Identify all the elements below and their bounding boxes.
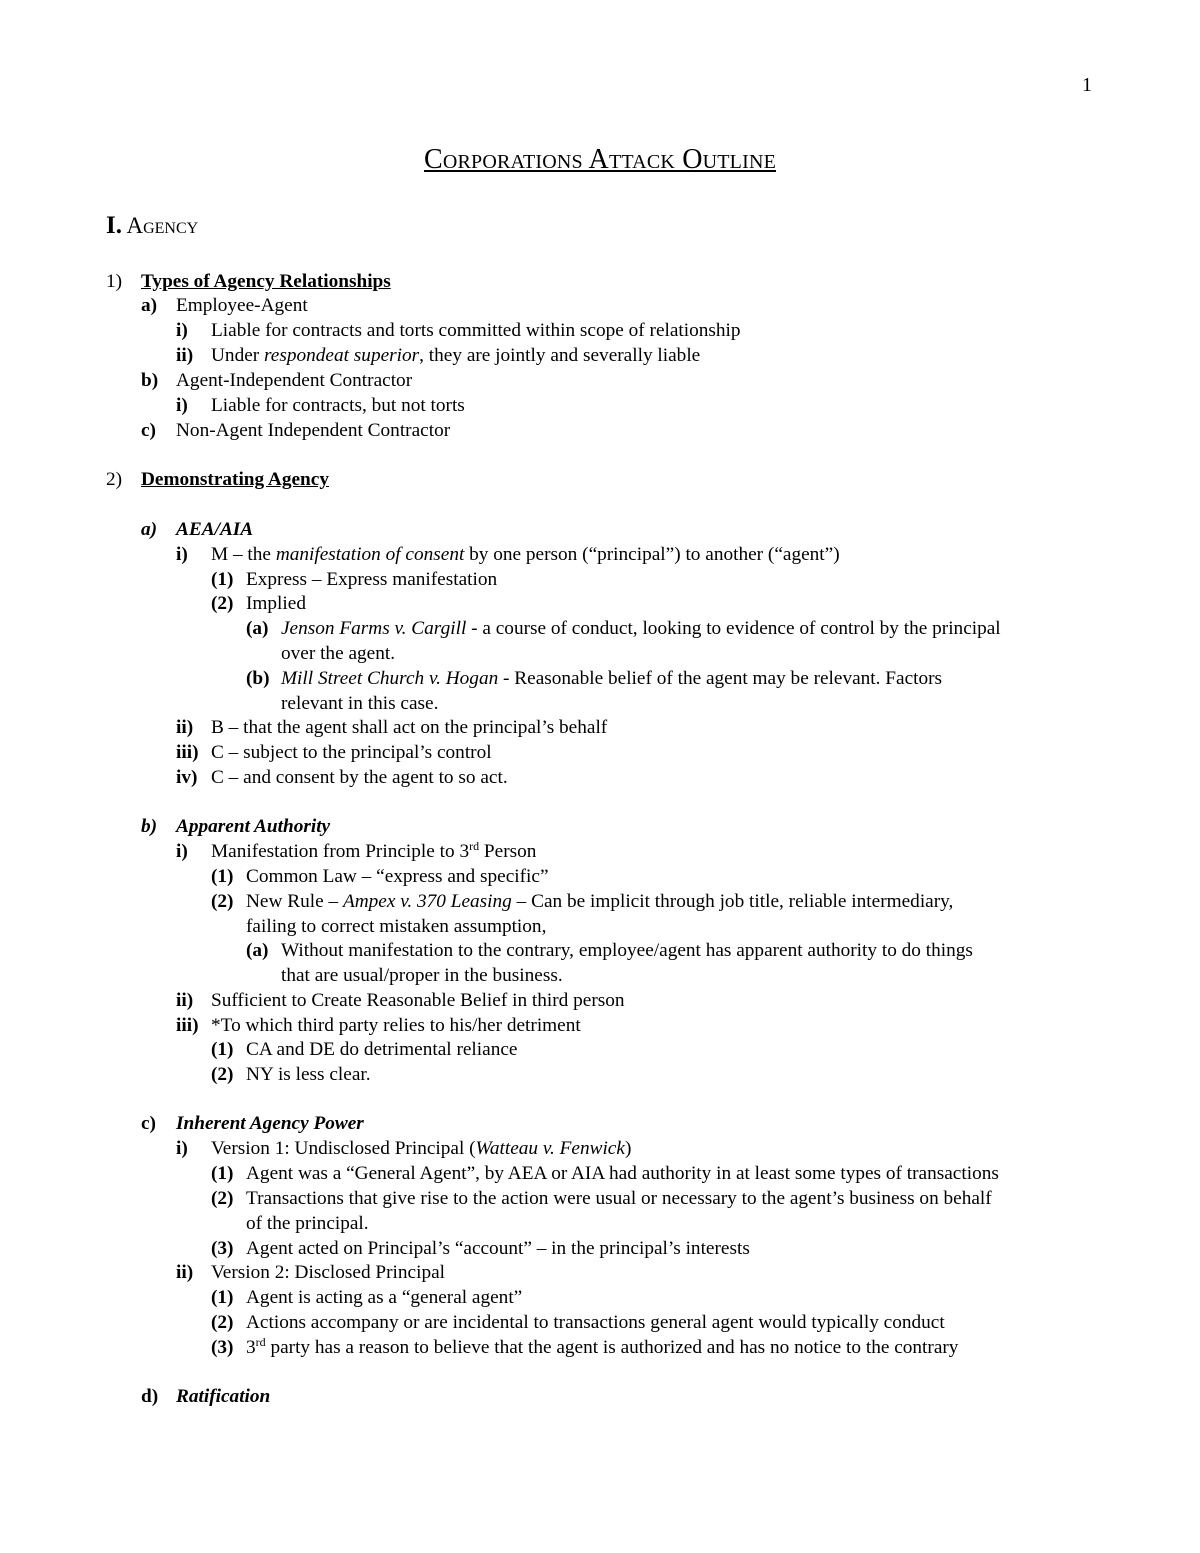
outline-item <box>211 1336 958 1360</box>
item-text: Person <box>479 841 537 862</box>
item-marker: 1) <box>106 271 123 292</box>
item-marker: c) <box>141 1113 156 1134</box>
outline-item <box>176 1261 445 1285</box>
case-name: Ampex v. 370 Leasing <box>342 891 512 912</box>
item-marker: (1) <box>211 569 234 590</box>
item-heading: AEA/AIA <box>176 519 254 540</box>
item-text: Without manifestation to the contrary, employee/agent has apparent authority to do things <box>281 940 973 961</box>
item-marker: (2) <box>211 1064 234 1085</box>
outline-item <box>211 1162 999 1186</box>
item-marker: c) <box>141 420 156 441</box>
item-text: party has a reason to believe that the agent is authorized and has no notice to the contrary <box>265 1337 959 1358</box>
item-text: Agent acted on Principal’s “account” – in the principal’s interests <box>246 1238 750 1259</box>
item-text: Non-Agent Independent Contractor <box>176 420 451 441</box>
item-text: – Can be implicit through job title, reliable intermediary, <box>511 891 954 912</box>
item-text: Version 2: Disclosed Principal <box>211 1262 446 1283</box>
outline-item <box>176 543 840 567</box>
item-heading: Apparent Authority <box>176 816 331 837</box>
outline-item <box>176 319 741 343</box>
outline-item <box>211 1187 992 1211</box>
outline-item <box>246 617 1001 641</box>
subsection-heading: Types of Agency Relationships <box>141 271 391 292</box>
item-heading: Inherent Agency Power <box>176 1113 364 1134</box>
outline-item <box>176 394 465 418</box>
item-text: C – subject to the principal’s control <box>211 742 492 763</box>
item-marker: (2) <box>211 1312 234 1333</box>
item-marker: (2) <box>211 1188 234 1209</box>
item-marker: a) <box>141 295 158 316</box>
item-marker: ii) <box>176 1262 194 1283</box>
outline-item <box>211 890 953 914</box>
outline-item <box>211 1038 517 1062</box>
item-text: Manifestation from Principle to 3 <box>211 841 470 862</box>
outline-item <box>246 939 973 963</box>
item-marker: i) <box>176 544 188 565</box>
outline-item <box>211 1311 945 1335</box>
item-text: ) <box>624 1138 632 1159</box>
item-marker: (1) <box>211 1163 234 1184</box>
item-marker: iii) <box>176 742 199 763</box>
item-marker: (3) <box>211 1337 234 1358</box>
outline-item <box>141 419 450 443</box>
outline-item <box>141 294 308 318</box>
item-marker: 2) <box>106 469 123 490</box>
item-heading: Ratification <box>176 1386 271 1407</box>
item-text: , they are jointly and severally liable <box>419 345 701 366</box>
item-text: Liable for contracts and torts committed within scope of relationship <box>211 320 741 341</box>
item-text-italic: manifestation of consent <box>275 544 470 565</box>
item-marker: d) <box>141 1386 159 1407</box>
item-text: C – and consent by the agent to so act. <box>211 767 508 788</box>
case-name: Mill Street Church v. Hogan <box>281 668 499 689</box>
section-numeral: I. <box>106 212 122 239</box>
item-marker: (3) <box>211 1238 234 1259</box>
superscript: rd <box>469 839 480 853</box>
item-marker: i) <box>176 320 188 341</box>
case-name: Watteau v. Fenwick <box>475 1138 625 1159</box>
item-marker: a) <box>141 519 158 540</box>
outline-item <box>176 1137 631 1161</box>
item-marker: ii) <box>176 345 194 366</box>
outline-item <box>211 865 549 889</box>
item-marker: iii) <box>176 1015 199 1036</box>
item-text: Agent is acting as a “general agent” <box>246 1287 523 1308</box>
item-marker: i) <box>176 1138 188 1159</box>
outline-item <box>211 1237 750 1261</box>
item-marker: (a) <box>246 940 269 961</box>
item-text: Express – Express manifestation <box>246 569 498 590</box>
item-text: Sufficient to Create Reasonable Belief in third person <box>211 990 625 1011</box>
item-text: Agent was a “General Agent”, by AEA or AIA had authority in at least some types of transactions <box>246 1163 999 1184</box>
item-text: Actions accompany or are incidental to transactions general agent would typically conduct <box>246 1312 945 1333</box>
outline-item <box>141 518 253 542</box>
section-title: Agency <box>126 213 199 238</box>
document-title: Corporations Attack Outline <box>423 144 777 175</box>
case-name: Jenson Farms v. Cargill <box>281 618 467 639</box>
outline-item <box>211 568 497 592</box>
superscript: rd <box>255 1335 266 1349</box>
outline-item <box>141 369 412 393</box>
item-marker: (a) <box>246 618 269 639</box>
item-text: New Rule – <box>246 891 343 912</box>
item-marker: ii) <box>176 990 194 1011</box>
item-text: *To which third party relies to his/her detriment <box>211 1015 581 1036</box>
outline-item <box>211 1063 371 1087</box>
item-marker: (2) <box>211 891 234 912</box>
item-text: NY is less clear. <box>246 1064 371 1085</box>
item-text: - a course of conduct, looking to evidence of control by the principal <box>466 618 1001 639</box>
item-text: Common Law – “express and specific” <box>246 866 549 887</box>
item-marker: (1) <box>211 866 234 887</box>
item-marker: i) <box>176 395 188 416</box>
outline-item <box>141 1385 270 1409</box>
item-text: Version 1: Undisclosed Principal ( <box>211 1138 476 1159</box>
outline-item <box>141 815 330 839</box>
outline-item <box>211 592 306 616</box>
item-text: Employee-Agent <box>176 295 308 316</box>
item-continuation: failing to correct mistaken assumption, <box>246 916 547 937</box>
item-continuation: that are usual/proper in the business. <box>281 965 563 986</box>
outline-item <box>106 270 391 294</box>
item-text: Under <box>211 345 265 366</box>
outline-item <box>176 741 492 765</box>
section-heading <box>106 212 198 240</box>
outline-item <box>176 716 607 740</box>
item-marker: (b) <box>246 668 270 689</box>
item-text: CA and DE do detrimental reliance <box>246 1039 518 1060</box>
outline-item <box>176 1014 581 1038</box>
outline-item <box>246 667 942 691</box>
item-text: Implied <box>246 593 306 614</box>
item-text: Agent-Independent Contractor <box>176 370 413 391</box>
item-marker: iv) <box>176 767 198 788</box>
outline-item <box>106 468 329 492</box>
item-marker: b) <box>141 816 158 837</box>
page-number: 1 <box>1082 74 1092 96</box>
item-marker: (2) <box>211 593 234 614</box>
item-text-italic: respondeat superior <box>264 345 420 366</box>
item-marker: b) <box>141 370 159 391</box>
item-text: - Reasonable belief of the agent may be relevant. Factors <box>498 668 943 689</box>
item-text: by one person (“principal”) to another (“agent”) <box>469 544 840 565</box>
item-marker: (1) <box>211 1287 234 1308</box>
outline-item <box>176 840 536 864</box>
item-text: 3 <box>246 1337 256 1358</box>
outline-item <box>211 1286 522 1310</box>
outline-item <box>176 766 508 790</box>
item-marker: i) <box>176 841 188 862</box>
outline-item <box>176 989 625 1013</box>
item-marker: (1) <box>211 1039 234 1060</box>
outline-item <box>141 1112 364 1136</box>
item-continuation: of the principal. <box>246 1213 369 1234</box>
item-text: B – that the agent shall act on the principal’s behalf <box>211 717 608 738</box>
item-text: Liable for contracts, but not torts <box>211 395 465 416</box>
subsection-heading: Demonstrating Agency <box>141 469 329 490</box>
item-text: Transactions that give rise to the action were usual or necessary to the agent’s business on behalf <box>246 1188 992 1209</box>
item-text: M – the <box>211 544 276 565</box>
item-marker: ii) <box>176 717 194 738</box>
item-continuation: relevant in this case. <box>281 693 439 714</box>
outline-item <box>176 344 700 368</box>
item-continuation: over the agent. <box>281 643 396 664</box>
